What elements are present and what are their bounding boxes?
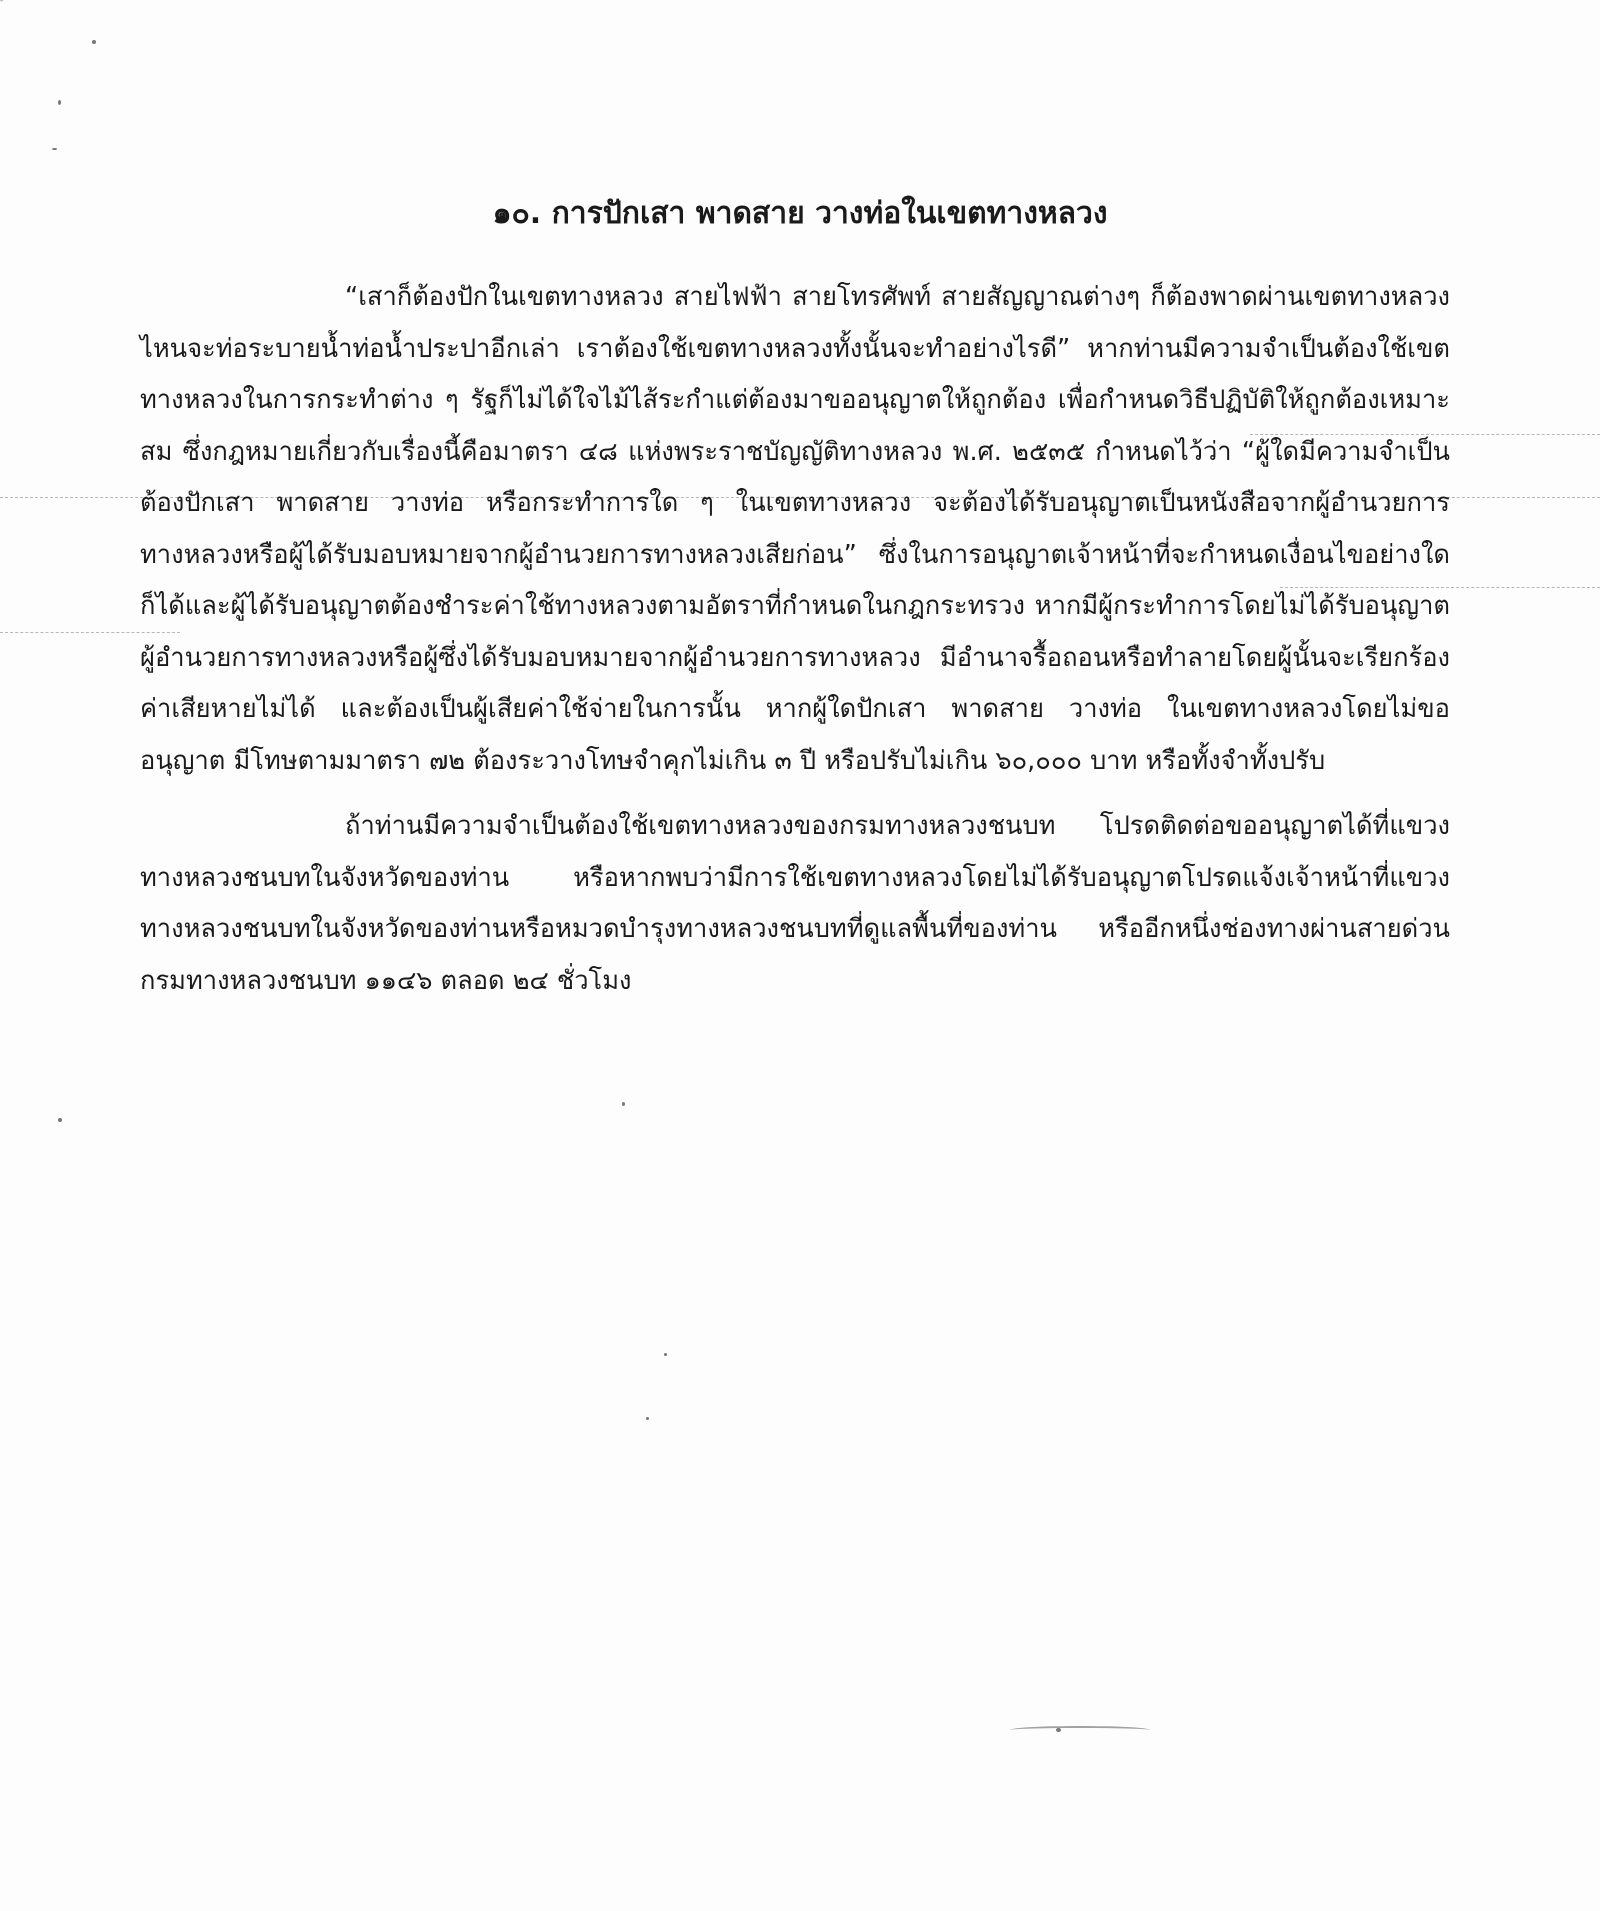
paragraph-highway-law: “เสาก็ต้องปักในเขตทางหลวง สายไฟฟ้า สายโทรศัพท์ สายสัญญาณต่างๆ ก็ต้องพาดผ่านเขตทางหลวง ไหนจะท่อระบายน้ำท่อน้ำประปาอีกเล่า เราต้องใช้เขตทางหลวงทั้งนั้นจะทำอย่างไรดี” หากท่านมีความจำเป็นต้องใช้เขตทางหลวงในการกระทำต่าง ๆ รัฐก็ไม่ได้ใจไม้ไส้ระกำแต่ต้องมาขออนุญาตให้ถูกต้อง เพื่อกำหนดวิธีปฏิบัติให้ถูกต้องเหมาะสม ซึ่งกฎหมายเกี่ยวกับเรื่องนี้คือมาตรา ๔๘ แห่งพระราชบัญญัติทางหลวง พ.ศ. ๒๕๓๕ กำหนดไว้ว่า “ผู้ใดมีความจำเป็นต้องปักเสา พาดสาย วางท่อ หรือกระทำการใด ๆ ในเขตทางหลวง จะต้องได้รับอนุญาตเป็นหนังสือจากผู้อำนวยการทางหลวงหรือผู้ได้รับมอบหมายจากผู้อำนวยการทางหลวงเสียก่อน” ซึ่งในการอนุญาตเจ้าหน้าที่จะกำหนดเงื่อนไขอย่างใดก็ได้และผู้ได้รับอนุญาตต้องชำระค่าใช้ทางหลวงตามอัตราที่กำหนดในกฎกระทรวง หากมีผู้กระทำการโดยไม่ได้รับอนุญาต ผู้อำนวยการทางหลวงหรือผู้ซึ่งได้รับมอบหมายจากผู้อำนวยการทางหลวง มีอำนาจรื้อถอนหรือทำลายโดยผู้นั้นจะเรียกร้องค่าเสียหายไม่ได้ และต้องเป็นผู้เสียค่าใช้จ่ายในการนั้น หากผู้ใดปักเสา พาดสาย วางท่อ ในเขตทางหลวงโดยไม่ขออนุญาต มีโทษตามมาตรา ๗๒ ต้องระวางโทษจำคุกไม่เกิน ๓ ปี หรือปรับไม่เกิน ๖๐,๐๐๐ บาท หรือทั้งจำทั้งปรับ bbox=[140, 282, 1450, 776]
scan-speck bbox=[646, 1417, 649, 1420]
scan-speck bbox=[92, 40, 96, 44]
document-body bbox=[140, 272, 1450, 1007]
scan-corner-mark bbox=[0, 0, 73, 36]
scan-speck bbox=[58, 1118, 62, 1122]
paragraph-contact-info: ถ้าท่านมีความจำเป็นต้องใช้เขตทางหลวงของกรมทางหลวงชนบท โปรดติดต่อขออนุญาตได้ที่แขวงทางหลวงชนบทในจังหวัดของท่าน หรือหากพบว่ามีการใช้เขตทางหลวงโดยไม่ได้รับอนุญาตโปรดแจ้งเจ้าหน้าที่แขวงทางหลวงชนบทในจังหวัดของท่านหรือหมวดบำรุงทางหลวงชนบทที่ดูแลพื้นที่ของท่าน หรืออีกหนึ่งช่องทางผ่านสายด่วนกรมทางหลวงชนบท ๑๑๔๖ ตลอด ๒๔ ชั่วโมง bbox=[140, 811, 1450, 996]
scan-speck bbox=[664, 1353, 667, 1356]
scan-scribble bbox=[1010, 1726, 1150, 1734]
scan-speck bbox=[52, 148, 57, 150]
scan-speck bbox=[58, 100, 61, 105]
scan-speck bbox=[622, 1102, 625, 1106]
document-title: ๑๐. การปักเสา พาดสาย วางท่อในเขตทางหลวง bbox=[492, 196, 1108, 231]
